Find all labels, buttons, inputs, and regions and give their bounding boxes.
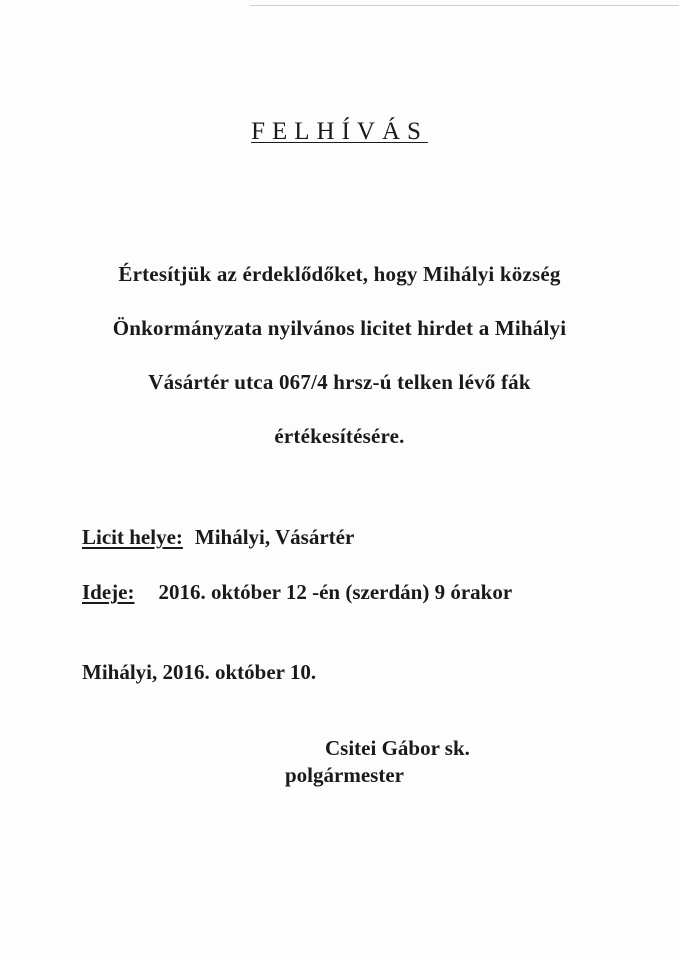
page-edge-line — [250, 5, 679, 6]
document-title-text: FELHÍVÁS — [251, 118, 428, 145]
signer-position: polgármester — [285, 763, 404, 787]
auction-time-value: 2016. október 12 -én (szerdán) 9 órakor — [158, 580, 513, 604]
auction-place-label: Licit helye: — [82, 525, 183, 549]
signer-name: Csitei Gábor sk. — [325, 736, 470, 760]
body-line-1: Értesítjük az érdeklődőket, hogy Mihályi község — [118, 262, 561, 286]
body-line-3: Vásártér utca 067/4 hrsz-ú telken lévő fák — [148, 370, 531, 394]
auction-time-label: Ideje: — [82, 580, 135, 604]
document-title — [0, 118, 679, 146]
auction-time-row — [82, 580, 512, 605]
auction-place-row — [82, 525, 354, 550]
body-line-4: értékesítésére. — [274, 424, 405, 448]
body-line-2: Önkormányzata nyilvános licitet hirdet a Mihályi — [112, 316, 567, 340]
dateline: Mihályi, 2016. október 10. — [82, 660, 317, 684]
auction-place-value: Mihályi, Vásártér — [194, 525, 355, 549]
